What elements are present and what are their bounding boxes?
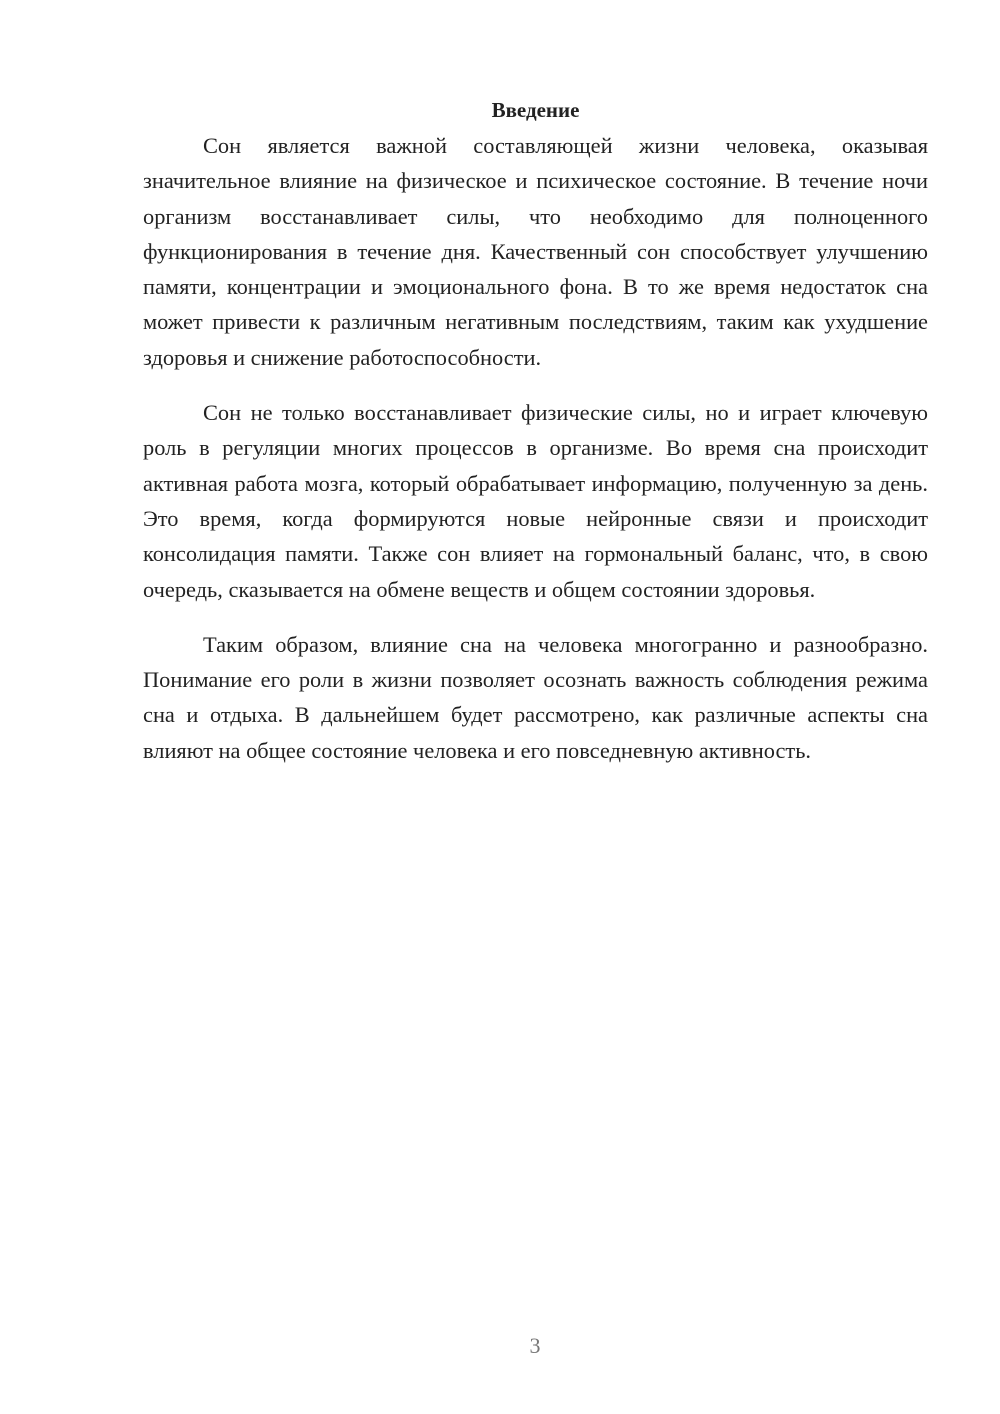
paragraph-3: Таким образом, влияние сна на человека многогранно и разнообразно. Понимание его роли в жизни позволяет осознать важность соблюдения режима сна и отдыха. В дальнейшем будет рассмотрено, как различные аспекты сна влияют на общее состояние человека и его повседневную активность. <box>143 631 928 763</box>
paragraph-2: Сон не только восстанавливает физические силы, но и играет ключевую роль в регуляции многих процессов в организме. Во время сна происходит активная работа мозга, который обрабатывает информацию, полученную за день. Это время, когда формируются новые нейронные связи и происходит консолидация памяти. Также сон влияет на гормональный баланс, что, в свою очередь, сказывается на обмене веществ и общем состоянии здоровья. <box>143 400 928 602</box>
page-number: 3 <box>529 1333 541 1358</box>
section-heading: Введение <box>491 98 580 122</box>
paragraph-1: Сон является важной составляющей жизни человека, оказывая значительное влияние на физическое и психическое состояние. В течение ночи организм восстанавливает силы, что необходимо для полноценного функционирования в течение дня. Качественный сон способствует улучшению памяти, концентрации и эмоционального фона. В то же время недостаток сна может привести к различным негативным последствиям, таким как ухудшение здоровья и снижение работоспособности. <box>143 133 928 370</box>
document-body <box>143 93 928 768</box>
